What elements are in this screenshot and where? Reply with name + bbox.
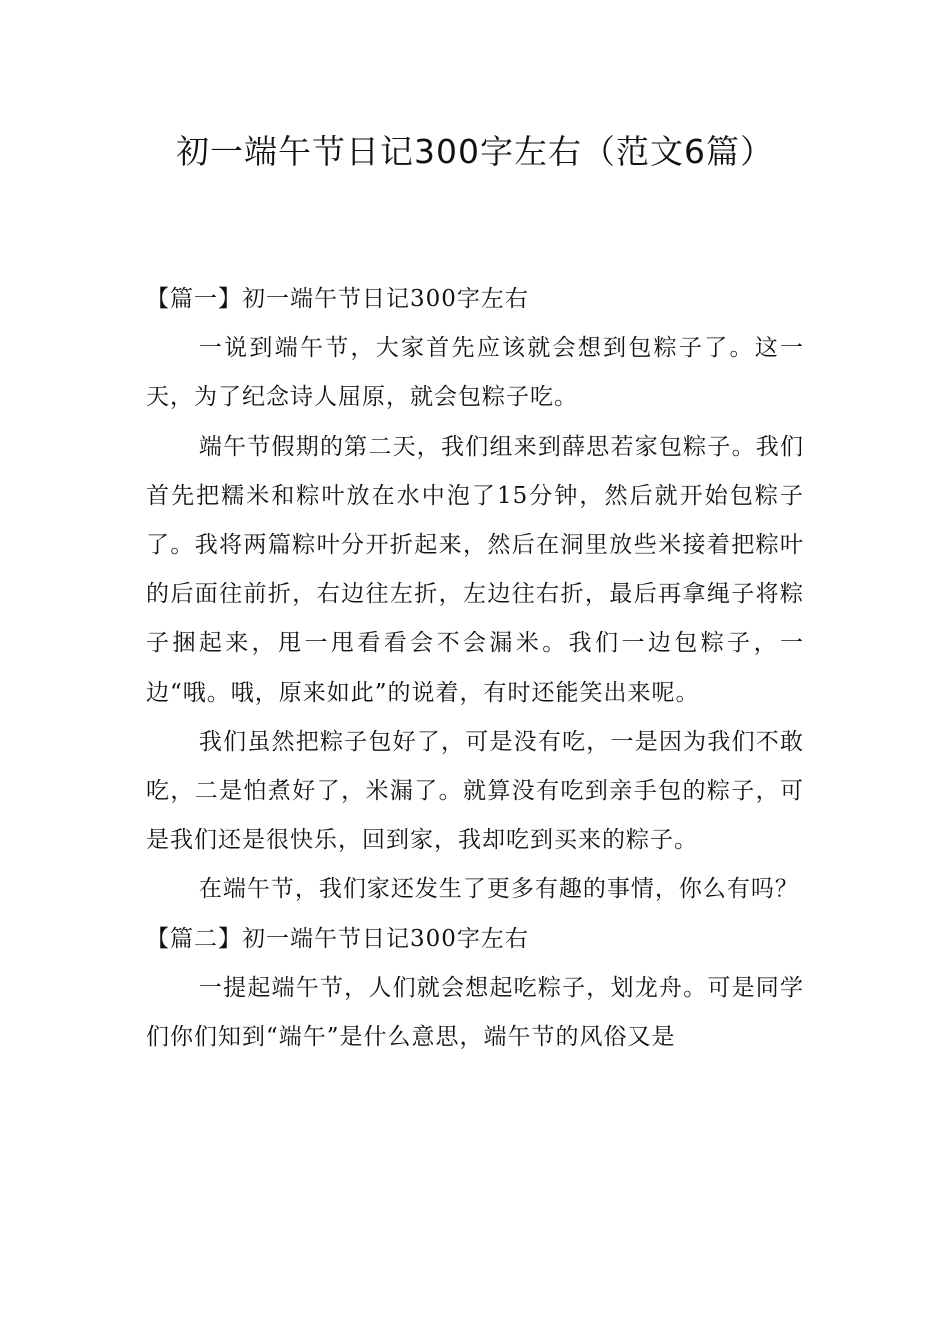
paragraph: 在端午节，我们家还发生了更多有趣的事情，你么有吗？ <box>198 876 799 903</box>
section-heading: 【篇二】初一端午节日记300字左右 <box>146 925 529 952</box>
section-heading: 【篇一】初一端午节日记300字左右 <box>146 286 529 312</box>
paragraph: 一提起端午节，人们就会想起吃粽子，划龙舟。可是同学们你们知到“端午”是什么意思，端午节的风俗又是 <box>146 974 804 1051</box>
section-2 <box>146 915 804 1063</box>
document-body <box>146 275 804 1062</box>
document-title: 初一端午节日记300字左右（范文6篇） <box>176 132 774 171</box>
section-1 <box>146 275 804 915</box>
paragraph: 一说到端午节，大家首先应该就会想到包粽子了。这一天，为了纪念诗人屈原，就会包粽子吃。 <box>146 335 804 411</box>
paragraph: 我们虽然把粽子包好了，可是没有吃，一是因为我们不敢吃，二是怕煮好了，米漏了。就算没有吃到亲手包的粽子，可是我们还是很快乐，回到家，我却吃到买来的粽子。 <box>146 728 804 854</box>
paragraph: 端午节假期的第二天，我们组来到薛思若家包粽子。我们首先把糯米和粽叶放在水中泡了15分钟，然后就开始包粽子了。我将两篇粽叶分开折起来，然后在洞里放些米接着把粽叶的后面往前折，右边往左折，左边往右折，最后再拿绳子将粽子捆起来，甩一甩看看会不会漏米。我们一边包粽子，一边“哦。哦，原来如此”的说着，有时还能笑出来呢。 <box>146 433 804 706</box>
